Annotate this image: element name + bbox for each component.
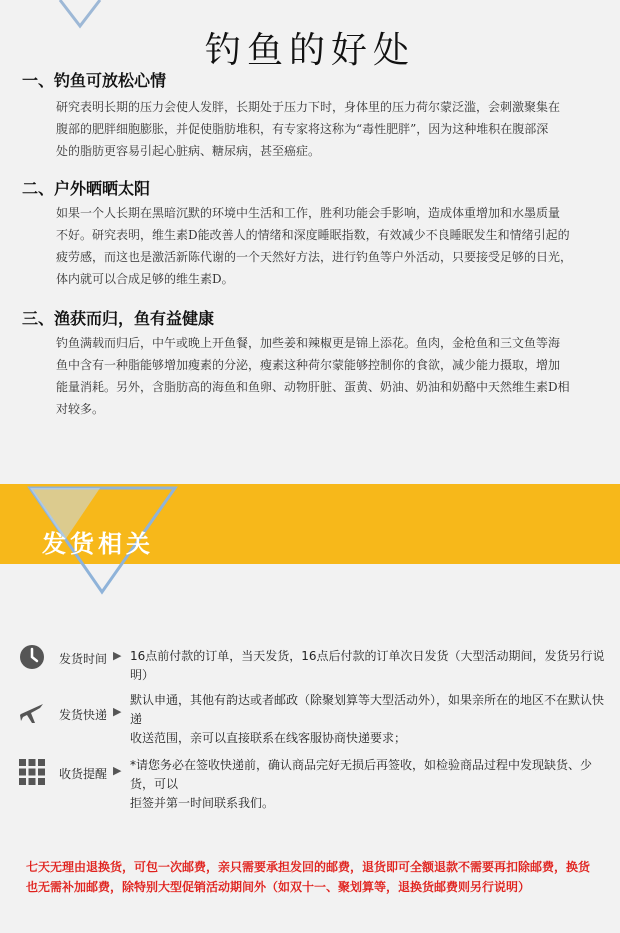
shipping-title: 发货相关 (42, 530, 154, 558)
body-line: 对较多。 (56, 402, 105, 416)
body-line: 如果一个人长期在黑暗沉默的环境中生活和工作，胜利功能会手影响，造成体重增加和水墨质量 (56, 206, 561, 220)
row-label: 发货快递 (59, 708, 108, 722)
section-heading-2: 二、户外晒晒太阳 (22, 179, 151, 198)
row-line: 默认申通，其他有韵达或者邮政（除聚划算等大型活动外），如果亲所在的地区不在默认快递 (130, 693, 605, 726)
row-line: 收送范围，亲可以直接联系在线客服协商快递要求； (130, 731, 407, 745)
row-label: 收货提醒 (59, 767, 108, 781)
airplane-icon (18, 699, 46, 727)
body-line: 能量消耗。另外，含脂肪高的海鱼和鱼卵、动物肝脏、蛋黄、奶油、奶油和奶酪中天然维生素D相 (56, 380, 570, 394)
section-body-3 (56, 332, 578, 420)
body-line: 不好。研究表明，维生素D能改善人的情绪和深度睡眠指数，有效减少不良睡眠发生和情绪引起的 (56, 228, 570, 242)
section-body-1 (56, 96, 578, 162)
grid-icon (18, 758, 46, 786)
row-text (130, 691, 610, 748)
page-title: 钓鱼的好处 (204, 30, 415, 71)
body-line: 处的脂肪更容易引起心脏病、糖尿病，甚至癌症。 (56, 144, 321, 158)
clock-icon (18, 643, 46, 671)
section-heading-1: 一、钓鱼可放松心情 (22, 71, 167, 90)
body-line: 腹部的肥胖细胞膨胀，并促使脂肪堆积，有专家将这称为“毒性肥胖”，因为这种堆积在腹部深 (56, 122, 549, 136)
body-line: 研究表明长期的压力会使人发胖，长期处于压力下时，身体里的压力荷尔蒙泛滥，会刺激聚集在 (56, 100, 561, 114)
arrow-icon: ▶ (113, 705, 122, 718)
body-line: 钓鱼满载而归后，中午或晚上开鱼餐，加些姜和辣椒更是锦上添花。鱼肉，金枪鱼和三文鱼等海 (56, 336, 561, 350)
section-heading-3: 三、渔获而归，鱼有益健康 (22, 309, 215, 328)
return-policy-notice (26, 857, 602, 897)
body-line: 体内就可以合成足够的维生素D。 (56, 272, 234, 286)
body-line: 疲劳感，而这也是激活新陈代谢的一个天然好方法，进行钓鱼等户外活动，只要接受足够的日光， (56, 250, 573, 264)
notice-line: 七天无理由退换货，可包一次邮费，亲只需要承担发回的邮费，退货即可全额退款不需要再扣除邮费，换货 (26, 860, 591, 874)
body-line: 鱼中含有一种脂能够增加瘦素的分泌，瘦素这种荷尔蒙能够控制你的食欲，减少能力摄取，增加 (56, 358, 561, 372)
row-label: 发货时间 (59, 652, 108, 666)
section-body-2 (56, 202, 578, 290)
arrow-icon: ▶ (113, 764, 122, 777)
row-line: 拒签并第一时间联系我们。 (130, 796, 275, 810)
row-text (130, 647, 610, 685)
row-line: *请您务必在签收快递前，确认商品完好无损后再签收，如检验商品过程中发现缺货、少货，可以 (130, 758, 593, 791)
arrow-icon: ▶ (113, 649, 122, 662)
notice-line: 也无需补加邮费，除特别大型促销活动期间外（如双十一、聚划算等，退换货邮费则另行说明） (26, 880, 531, 894)
row-text (130, 756, 610, 813)
row-line: 16点前付款的订单，当天发货，16点后付款的订单次日发货（大型活动期间，发货另行说明） (130, 649, 605, 682)
